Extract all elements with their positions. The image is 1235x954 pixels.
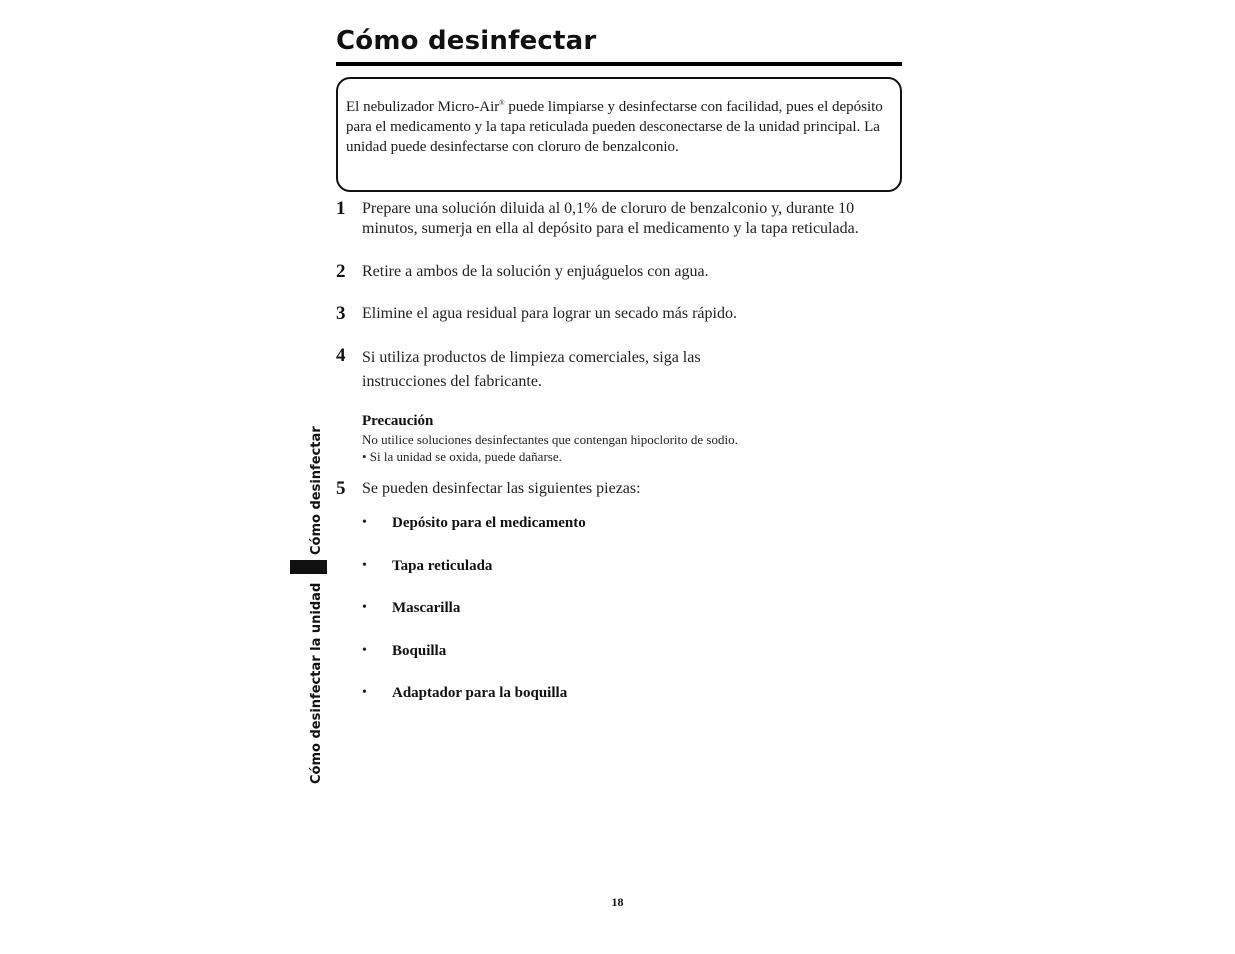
part-name: Adaptador para la boquilla <box>392 685 568 701</box>
intro-box <box>336 77 902 192</box>
intro-text-end: puede limpiarse y desinfectarse con facilidad, pues el depósito para el medicamento y la tapa reticulada pueden desconectarse de la unidad principal. La unidad puede desinfectarse con cloruro de benzalconio. <box>346 99 883 155</box>
step-number: 3 <box>336 303 346 324</box>
page-title: Cómo desinfectar <box>336 26 597 56</box>
bullet: • <box>362 685 367 700</box>
page-number: 18 <box>611 895 624 909</box>
step-text: Se pueden desinfectar las siguientes piezas: <box>362 480 641 497</box>
intro-text-start: El nebulizador Micro-Air <box>346 99 500 115</box>
step-number: 4 <box>336 345 346 366</box>
step-number: 1 <box>336 198 346 219</box>
part-name: Tapa reticulada <box>392 557 493 574</box>
title-underline <box>336 62 902 66</box>
section-tab-marker <box>290 560 327 574</box>
bullet: • <box>362 600 367 615</box>
caution-line: • Si la unidad se oxida, puede dañarse. <box>362 449 562 464</box>
side-chapter-label: Cómo desinfectar la unidad <box>309 582 324 784</box>
caution-line: No utilice soluciones desinfectantes que contengan hipoclorito de sodio. <box>362 432 738 447</box>
registered-mark: ® <box>499 99 505 107</box>
side-section-label: Cómo desinfectar <box>309 426 324 555</box>
part-name: Mascarilla <box>392 600 461 616</box>
step-text: Si utiliza productos de limpieza comerciales, siga las instrucciones del fabricante. <box>362 349 701 390</box>
step-number: 2 <box>336 261 346 282</box>
bullet: • <box>362 515 367 530</box>
step-text: Retire a ambos de la solución y enjuáguelos con agua. <box>362 263 709 280</box>
part-name: Depósito para el medicamento <box>392 515 586 531</box>
caution-note <box>362 412 738 465</box>
bullet: • <box>362 557 367 573</box>
step-text: Prepare una solución diluida al 0,1% de cloruro de benzalconio y, durante 10 minutos, sumerja en ella al depósito para el medicamento y la tapa reticulada. <box>362 200 859 237</box>
step-text: Elimine el agua residual para lograr un secado más rápido. <box>362 305 737 322</box>
bullet: • <box>362 642 367 658</box>
step-number: 5 <box>336 478 346 499</box>
part-name: Boquilla <box>392 642 447 659</box>
caution-title: Precaución <box>362 413 434 429</box>
